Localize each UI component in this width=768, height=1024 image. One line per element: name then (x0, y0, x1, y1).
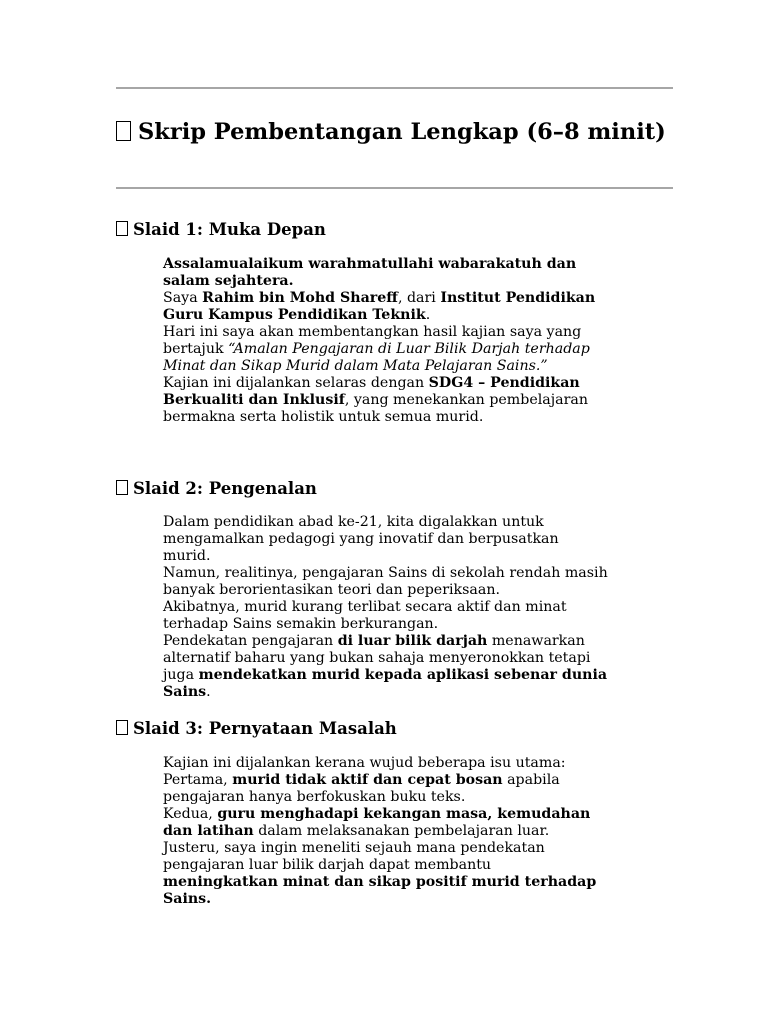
text-run: , dari (397, 290, 441, 306)
slide-1-sdg (163, 375, 608, 426)
slide-3-heading (116, 719, 397, 739)
slide-1-presenter (163, 290, 608, 324)
slide-3-body (163, 755, 608, 908)
slide-3-para-4 (163, 840, 608, 908)
text-run: Justeru, saya ingin meneliti sejauh mana pendekatan pengajaran luar bilik darjah dapat membantu (163, 840, 545, 873)
missing-glyph-icon (116, 720, 128, 735)
slide-2-heading-text: Slaid 2: Pengenalan (133, 479, 317, 498)
slide-2-para-2 (163, 565, 608, 599)
text-run: Akibatnya, murid kurang terlibat secara aktif dan minat terhadap Sains semakin berkurangan. (163, 599, 567, 632)
greeting-text: Assalamualaikum warahmatullahi wabarakatuh dan salam sejahtera. (163, 256, 577, 289)
emphasis-text: guru menghadapi kekangan masa, kemudahan dan latihan (163, 806, 591, 839)
slide-2-para-1 (163, 514, 608, 565)
page-title-text: Skrip Pembentangan Lengkap (6–8 minit) (138, 119, 666, 145)
slide-2-para-4 (163, 633, 608, 701)
text-run: . (206, 684, 211, 700)
text-run: Pertama, (163, 772, 233, 788)
top-divider (116, 87, 673, 89)
text-run: Kajian ini dijalankan kerana wujud beberapa isu utama: (163, 755, 566, 771)
emphasis-text: meningkatkan minat dan sikap positif murid terhadap Sains. (163, 874, 597, 907)
slide-2-heading (116, 479, 317, 499)
slide-1-body (163, 256, 608, 426)
page-title (116, 119, 673, 145)
text-run: Saya (163, 290, 203, 306)
text-run: dalam melaksanakan pembelajaran luar. (253, 823, 550, 839)
text-run: Kedua, (163, 806, 218, 822)
text-run: Dalam pendidikan abad ke-21, kita digalakkan untuk mengamalkan pedagogi yang inovatif dan berpusatkan murid. (163, 514, 559, 564)
emphasis-text: di luar bilik darjah (337, 633, 488, 649)
slide-2-para-3 (163, 599, 608, 633)
text-run: apabila pengajaran hanya berfokuskan buku teks. (163, 772, 560, 805)
missing-glyph-icon (116, 121, 131, 141)
presenter-name: Rahim bin Mohd Shareff (202, 290, 398, 306)
slide-1-heading (116, 220, 326, 240)
emphasis-text: murid tidak aktif dan cepat bosan (232, 772, 503, 788)
slide-2-body (163, 514, 608, 701)
sdg-label: SDG4 – Pendidikan Berkualiti dan Inklusif (163, 375, 580, 408)
slide-3-para-3 (163, 806, 608, 840)
institution-name: Institut Pendidikan Guru Kampus Pendidikan Teknik (163, 290, 596, 323)
emphasis-text: mendekatkan murid kepada aplikasi sebenar dunia Sains (163, 667, 608, 700)
study-title-quote: “Amalan Pengajaran di Luar Bilik Darjah terhadap Minat dan Sikap Murid dalam Mata Pelajaran Sains.” (163, 341, 590, 374)
text-run: Kajian ini dijalankan selaras dengan (163, 375, 429, 391)
text-run: . (425, 307, 431, 323)
text-run: Pendekatan pengajaran (163, 633, 338, 649)
missing-glyph-icon (116, 480, 128, 495)
title-divider (116, 187, 673, 189)
text-run: menawarkan alternatif baharu yang bukan sahaja menyeronokkan tetapi juga (163, 633, 591, 683)
slide-3-heading-text: Slaid 3: Pernyataan Masalah (133, 719, 397, 738)
slide-1-heading-text: Slaid 1: Muka Depan (133, 220, 326, 239)
missing-glyph-icon (116, 221, 128, 236)
slide-1-study-title (163, 324, 608, 375)
text-run: Hari ini saya akan membentangkan hasil kajian saya yang bertajuk (163, 324, 582, 357)
slide-1-greeting (163, 256, 608, 290)
slide-3-para-1 (163, 755, 608, 772)
text-run: , yang menekankan pembelajaran bermakna serta holistik untuk semua murid. (163, 392, 588, 425)
slide-3-para-2 (163, 772, 608, 806)
text-run: Namun, realitinya, pengajaran Sains di sekolah rendah masih banyak berorientasikan teori dan peperiksaan. (163, 565, 608, 598)
